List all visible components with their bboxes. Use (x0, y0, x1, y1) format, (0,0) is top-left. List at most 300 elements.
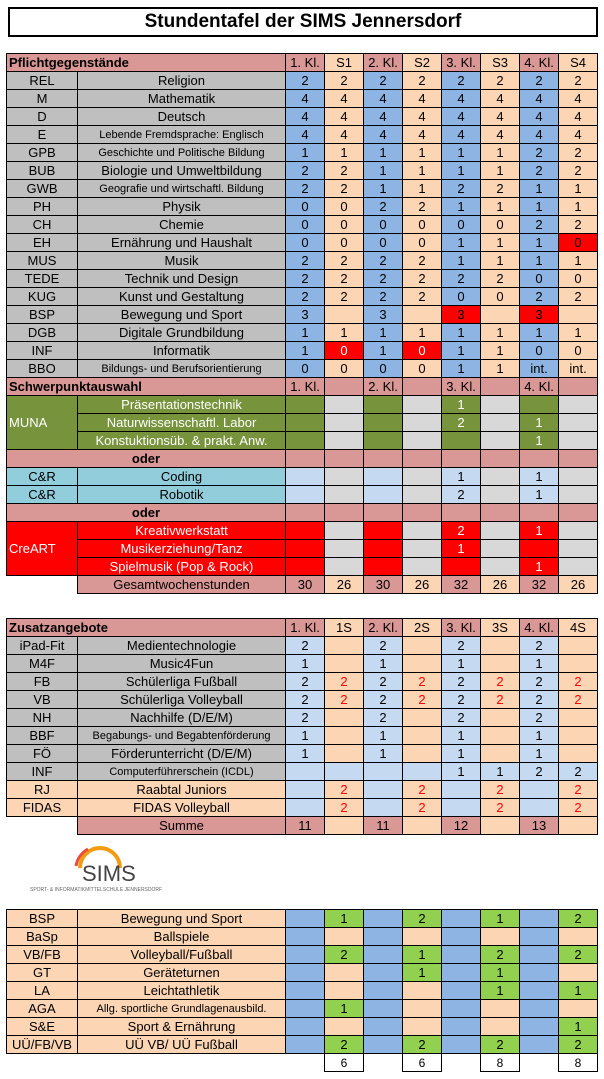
subject-abbr: MUS (7, 252, 78, 270)
value-cell (403, 745, 442, 763)
empty-cell (403, 450, 442, 468)
value-cell: 2 (325, 180, 364, 198)
header-cell: S4 (559, 54, 598, 72)
subject-abbr: BUB (7, 162, 78, 180)
sport-name: UÜ VB/ UÜ Fußball (78, 1036, 286, 1054)
subject-abbr: TEDE (7, 270, 78, 288)
value-cell: 0 (559, 234, 598, 252)
value-cell: 2 (286, 288, 325, 306)
offer-name: Nachhilfe (D/E/M) (78, 709, 286, 727)
value-cell: 1 (481, 234, 520, 252)
table-row (7, 655, 598, 673)
value-cell (286, 1000, 325, 1018)
value-cell: 2 (481, 946, 520, 964)
value-cell: 4 (559, 90, 598, 108)
value-cell: 2 (286, 673, 325, 691)
header-cell: 4S (559, 619, 598, 637)
table-row (7, 709, 598, 727)
summe-value (403, 817, 442, 835)
table-row (7, 576, 598, 594)
value-cell: 1 (403, 144, 442, 162)
header-cell: S3 (481, 54, 520, 72)
value-cell (286, 468, 325, 486)
value-cell (286, 396, 325, 414)
table-row (7, 1018, 598, 1036)
offer-name: Medientechnologie (78, 637, 286, 655)
value-cell (325, 928, 364, 946)
value-cell: 4 (520, 126, 559, 144)
subject-name: Bildungs- und Berufsorientierung (78, 360, 286, 378)
value-cell: 1 (481, 360, 520, 378)
value-cell: 1 (442, 162, 481, 180)
value-cell: 4 (325, 126, 364, 144)
table-row (7, 270, 598, 288)
value-cell: 2 (286, 691, 325, 709)
summe-value: 12 (442, 817, 481, 835)
value-cell: 0 (325, 198, 364, 216)
value-cell: 1 (286, 342, 325, 360)
value-cell (364, 964, 403, 982)
subject-name: Mathematik (78, 90, 286, 108)
oder-label: oder (7, 450, 286, 468)
value-cell: 2 (325, 1036, 364, 1054)
table-row (7, 558, 598, 576)
table-row (7, 1054, 598, 1072)
offer-name: Raabtal Juniors (78, 781, 286, 799)
sport-abbr: VB/FB (7, 946, 78, 964)
value-cell (442, 910, 481, 928)
total-value: 26 (403, 576, 442, 594)
value-cell: 4 (481, 126, 520, 144)
value-cell: 0 (520, 270, 559, 288)
value-cell: int. (559, 360, 598, 378)
header-cell: 3. Kl. (442, 54, 481, 72)
value-cell (364, 1036, 403, 1054)
value-cell: 2 (325, 162, 364, 180)
value-cell (286, 432, 325, 450)
value-cell: 4 (403, 90, 442, 108)
table-row (7, 982, 598, 1000)
table-row (7, 342, 598, 360)
value-cell: 0 (325, 342, 364, 360)
value-cell (442, 1018, 481, 1036)
subject-abbr: E (7, 126, 78, 144)
option-name: Musikerziehung/Tanz (78, 540, 286, 558)
value-cell: 1 (481, 763, 520, 781)
value-cell (403, 414, 442, 432)
value-cell (325, 432, 364, 450)
header-cell-empty (325, 378, 364, 396)
value-cell: 1 (520, 414, 559, 432)
subject-name: Technik und Design (78, 270, 286, 288)
subject-name: Geschichte und Politische Bildung (78, 144, 286, 162)
value-cell: 2 (559, 946, 598, 964)
value-cell (559, 486, 598, 504)
value-cell: 0 (403, 360, 442, 378)
header-cell: 3S (481, 619, 520, 637)
value-cell: 1 (559, 252, 598, 270)
table-row (7, 619, 598, 637)
value-cell (520, 396, 559, 414)
value-cell: 2 (286, 72, 325, 90)
value-cell (403, 306, 442, 324)
value-cell (403, 637, 442, 655)
value-cell (286, 1018, 325, 1036)
value-cell: 2 (403, 781, 442, 799)
header-cell: 4. Kl. (520, 378, 559, 396)
value-cell (559, 655, 598, 673)
value-cell: 4 (559, 126, 598, 144)
value-cell: 1 (520, 558, 559, 576)
value-cell: 1 (520, 468, 559, 486)
value-cell: 2 (442, 637, 481, 655)
header-cell: S1 (325, 54, 364, 72)
value-cell: 1 (481, 144, 520, 162)
subject-abbr: INF (7, 342, 78, 360)
value-cell (403, 432, 442, 450)
sport-name: Allg. sportliche Grundlagenausbild. (78, 1000, 286, 1018)
value-cell: 1 (481, 324, 520, 342)
value-cell (403, 928, 442, 946)
value-cell: 1 (520, 252, 559, 270)
value-cell (286, 781, 325, 799)
value-cell: 1 (442, 745, 481, 763)
value-cell: 2 (559, 673, 598, 691)
subject-abbr: BBO (7, 360, 78, 378)
value-cell (481, 637, 520, 655)
value-cell: 4 (364, 90, 403, 108)
value-cell (286, 799, 325, 817)
subject-name: Biologie und Umweltbildung (78, 162, 286, 180)
value-cell (403, 468, 442, 486)
value-cell (403, 540, 442, 558)
value-cell: 2 (442, 522, 481, 540)
value-cell: 2 (559, 288, 598, 306)
value-cell (559, 1000, 598, 1018)
value-cell: 0 (286, 198, 325, 216)
empty-cell (520, 504, 559, 522)
value-cell (364, 486, 403, 504)
value-cell (559, 928, 598, 946)
value-cell: 2 (520, 72, 559, 90)
sport-name: Volleyball/Fußball (78, 946, 286, 964)
value-cell: 1 (481, 982, 520, 1000)
table-row (7, 432, 598, 450)
header-cell: S2 (403, 54, 442, 72)
value-cell: 4 (325, 90, 364, 108)
header-cell: 3. Kl. (442, 378, 481, 396)
offer-name: Schülerliga Fußball (78, 673, 286, 691)
total-value: 30 (286, 576, 325, 594)
offer-abbr: M4F (7, 655, 78, 673)
value-cell (364, 522, 403, 540)
empty-cell (481, 504, 520, 522)
value-cell (364, 763, 403, 781)
value-cell: 2 (481, 673, 520, 691)
value-cell: 1 (559, 324, 598, 342)
summe-value (559, 817, 598, 835)
value-cell (559, 745, 598, 763)
value-cell (442, 946, 481, 964)
table-row (7, 637, 598, 655)
value-cell: 1 (442, 342, 481, 360)
value-cell (559, 522, 598, 540)
offer-name: Förderunterricht (D/E/M) (78, 745, 286, 763)
table-row (7, 108, 598, 126)
value-cell: 2 (325, 799, 364, 817)
value-cell: 1 (364, 727, 403, 745)
value-cell (325, 306, 364, 324)
value-cell: 1 (520, 655, 559, 673)
option-name: Naturwissenschaftl. Labor (78, 414, 286, 432)
value-cell: 1 (481, 162, 520, 180)
group-abbr: C&R (7, 486, 78, 504)
value-cell (403, 763, 442, 781)
value-cell (403, 727, 442, 745)
value-cell (364, 799, 403, 817)
value-cell: 2 (559, 1036, 598, 1054)
offer-name: Schülerliga Volleyball (78, 691, 286, 709)
value-cell: 2 (364, 673, 403, 691)
value-cell (481, 540, 520, 558)
value-cell (559, 558, 598, 576)
value-cell (325, 637, 364, 655)
value-cell (520, 964, 559, 982)
sport-sum: 8 (559, 1054, 598, 1072)
value-cell: 1 (325, 144, 364, 162)
value-cell: 1 (442, 468, 481, 486)
value-cell (442, 964, 481, 982)
value-cell (481, 468, 520, 486)
table-row (7, 946, 598, 964)
value-cell: 0 (520, 342, 559, 360)
value-cell: 2 (442, 414, 481, 432)
sims-logo (30, 846, 230, 896)
header-cell-empty (403, 378, 442, 396)
value-cell: 2 (559, 162, 598, 180)
section-header: Schwerpunktauswahl (7, 378, 286, 396)
value-cell: 2 (481, 270, 520, 288)
header-cell: 4. Kl. (520, 619, 559, 637)
value-cell: 1 (364, 342, 403, 360)
value-cell (364, 414, 403, 432)
subject-name: Chemie (78, 216, 286, 234)
empty-cell (364, 450, 403, 468)
table-row (7, 928, 598, 946)
value-cell: 2 (403, 72, 442, 90)
value-cell: 0 (481, 216, 520, 234)
value-cell: 3 (442, 306, 481, 324)
value-cell: 2 (481, 1036, 520, 1054)
offer-name: Computerführerschein (ICDL) (78, 763, 286, 781)
option-name: Robotik (78, 486, 286, 504)
value-cell (364, 468, 403, 486)
value-cell: 1 (286, 727, 325, 745)
value-cell: 1 (442, 324, 481, 342)
value-cell: 1 (481, 198, 520, 216)
value-cell (325, 763, 364, 781)
value-cell: 2 (325, 72, 364, 90)
value-cell (559, 432, 598, 450)
header-cell: 2. Kl. (364, 378, 403, 396)
value-cell (286, 910, 325, 928)
value-cell (364, 928, 403, 946)
value-cell (325, 655, 364, 673)
table-row (7, 522, 598, 540)
value-cell: 1 (520, 727, 559, 745)
value-cell: 1 (442, 360, 481, 378)
value-cell (364, 910, 403, 928)
subject-abbr: GPB (7, 144, 78, 162)
value-cell: 4 (520, 108, 559, 126)
value-cell (442, 982, 481, 1000)
value-cell (286, 946, 325, 964)
value-cell (442, 432, 481, 450)
value-cell (559, 727, 598, 745)
value-cell: 2 (520, 162, 559, 180)
value-cell (286, 928, 325, 946)
value-cell (481, 306, 520, 324)
empty-cell (78, 1054, 286, 1072)
value-cell: 2 (559, 910, 598, 928)
value-cell: 4 (559, 108, 598, 126)
value-cell: 2 (520, 216, 559, 234)
value-cell (364, 1000, 403, 1018)
option-name: Spielmusik (Pop & Rock) (78, 558, 286, 576)
table-row (7, 745, 598, 763)
value-cell (481, 928, 520, 946)
value-cell: 1 (403, 162, 442, 180)
table-row (7, 504, 598, 522)
value-cell: 2 (325, 270, 364, 288)
logo-tagline: SPORT- & INFORMATIKMITTELSCHULE JENNERSDORF (30, 887, 163, 893)
sport-name: Leichtathletik (78, 982, 286, 1000)
value-cell: 2 (403, 252, 442, 270)
subject-name: Physik (78, 198, 286, 216)
value-cell: 2 (520, 144, 559, 162)
sport-name: Geräteturnen (78, 964, 286, 982)
value-cell (286, 540, 325, 558)
summe-value (481, 817, 520, 835)
table-row (7, 540, 598, 558)
value-cell: 2 (559, 144, 598, 162)
table-row (7, 198, 598, 216)
value-cell: 2 (325, 252, 364, 270)
table-row (7, 72, 598, 90)
value-cell (325, 522, 364, 540)
value-cell: 2 (559, 216, 598, 234)
value-cell: 2 (364, 198, 403, 216)
value-cell (520, 1000, 559, 1018)
value-cell (286, 1036, 325, 1054)
offer-abbr: FB (7, 673, 78, 691)
value-cell: 2 (481, 799, 520, 817)
value-cell (403, 1000, 442, 1018)
value-cell (286, 522, 325, 540)
empty-cell (286, 450, 325, 468)
subject-name: Bewegung und Sport (78, 306, 286, 324)
table-row (7, 144, 598, 162)
value-cell (403, 709, 442, 727)
value-cell: 1 (286, 655, 325, 673)
empty-cell (442, 504, 481, 522)
value-cell: 2 (559, 799, 598, 817)
value-cell (286, 414, 325, 432)
value-cell (559, 414, 598, 432)
value-cell: 1 (442, 198, 481, 216)
value-cell: 2 (403, 198, 442, 216)
empty-cell (325, 450, 364, 468)
value-cell: 4 (403, 108, 442, 126)
header-cell: 4. Kl. (520, 54, 559, 72)
value-cell: 2 (325, 946, 364, 964)
value-cell (520, 799, 559, 817)
value-cell: 0 (559, 342, 598, 360)
value-cell: 0 (481, 288, 520, 306)
sport-abbr: LA (7, 982, 78, 1000)
value-cell: 2 (403, 288, 442, 306)
subject-abbr: GWB (7, 180, 78, 198)
value-cell: 2 (520, 288, 559, 306)
value-cell (403, 982, 442, 1000)
value-cell: 4 (520, 90, 559, 108)
value-cell (442, 558, 481, 576)
value-cell: 1 (520, 180, 559, 198)
value-cell: 2 (442, 180, 481, 198)
table-row (7, 378, 598, 396)
value-cell: 3 (286, 306, 325, 324)
value-cell (325, 396, 364, 414)
offer-abbr: INF (7, 763, 78, 781)
sport-name: Bewegung und Sport (78, 910, 286, 928)
value-cell: 1 (364, 655, 403, 673)
value-cell (559, 637, 598, 655)
value-cell (286, 982, 325, 1000)
summe-value: 13 (520, 817, 559, 835)
value-cell: 0 (403, 234, 442, 252)
value-cell: 0 (442, 216, 481, 234)
value-cell: 2 (559, 72, 598, 90)
value-cell: 2 (286, 180, 325, 198)
subject-abbr: KUG (7, 288, 78, 306)
total-label: Gesamtwochenstunden (78, 576, 286, 594)
table-row (7, 396, 598, 414)
value-cell: 4 (442, 126, 481, 144)
header-cell: 1S (325, 619, 364, 637)
value-cell: 2 (481, 781, 520, 799)
header-cell: 1. Kl. (286, 619, 325, 637)
oder-label: oder (7, 504, 286, 522)
value-cell (403, 396, 442, 414)
value-cell (325, 982, 364, 1000)
value-cell: 2 (325, 781, 364, 799)
value-cell: 2 (442, 270, 481, 288)
empty-cell (364, 1054, 403, 1072)
value-cell: 4 (286, 108, 325, 126)
subject-name: Informatik (78, 342, 286, 360)
offer-abbr: VB (7, 691, 78, 709)
value-cell: 1 (403, 324, 442, 342)
value-cell (481, 432, 520, 450)
value-cell: 4 (481, 108, 520, 126)
table-row (7, 799, 598, 817)
value-cell: 2 (364, 288, 403, 306)
value-cell (325, 1018, 364, 1036)
value-cell (520, 982, 559, 1000)
value-cell (520, 1036, 559, 1054)
header-cell: 1. Kl. (286, 54, 325, 72)
value-cell: 1 (481, 964, 520, 982)
